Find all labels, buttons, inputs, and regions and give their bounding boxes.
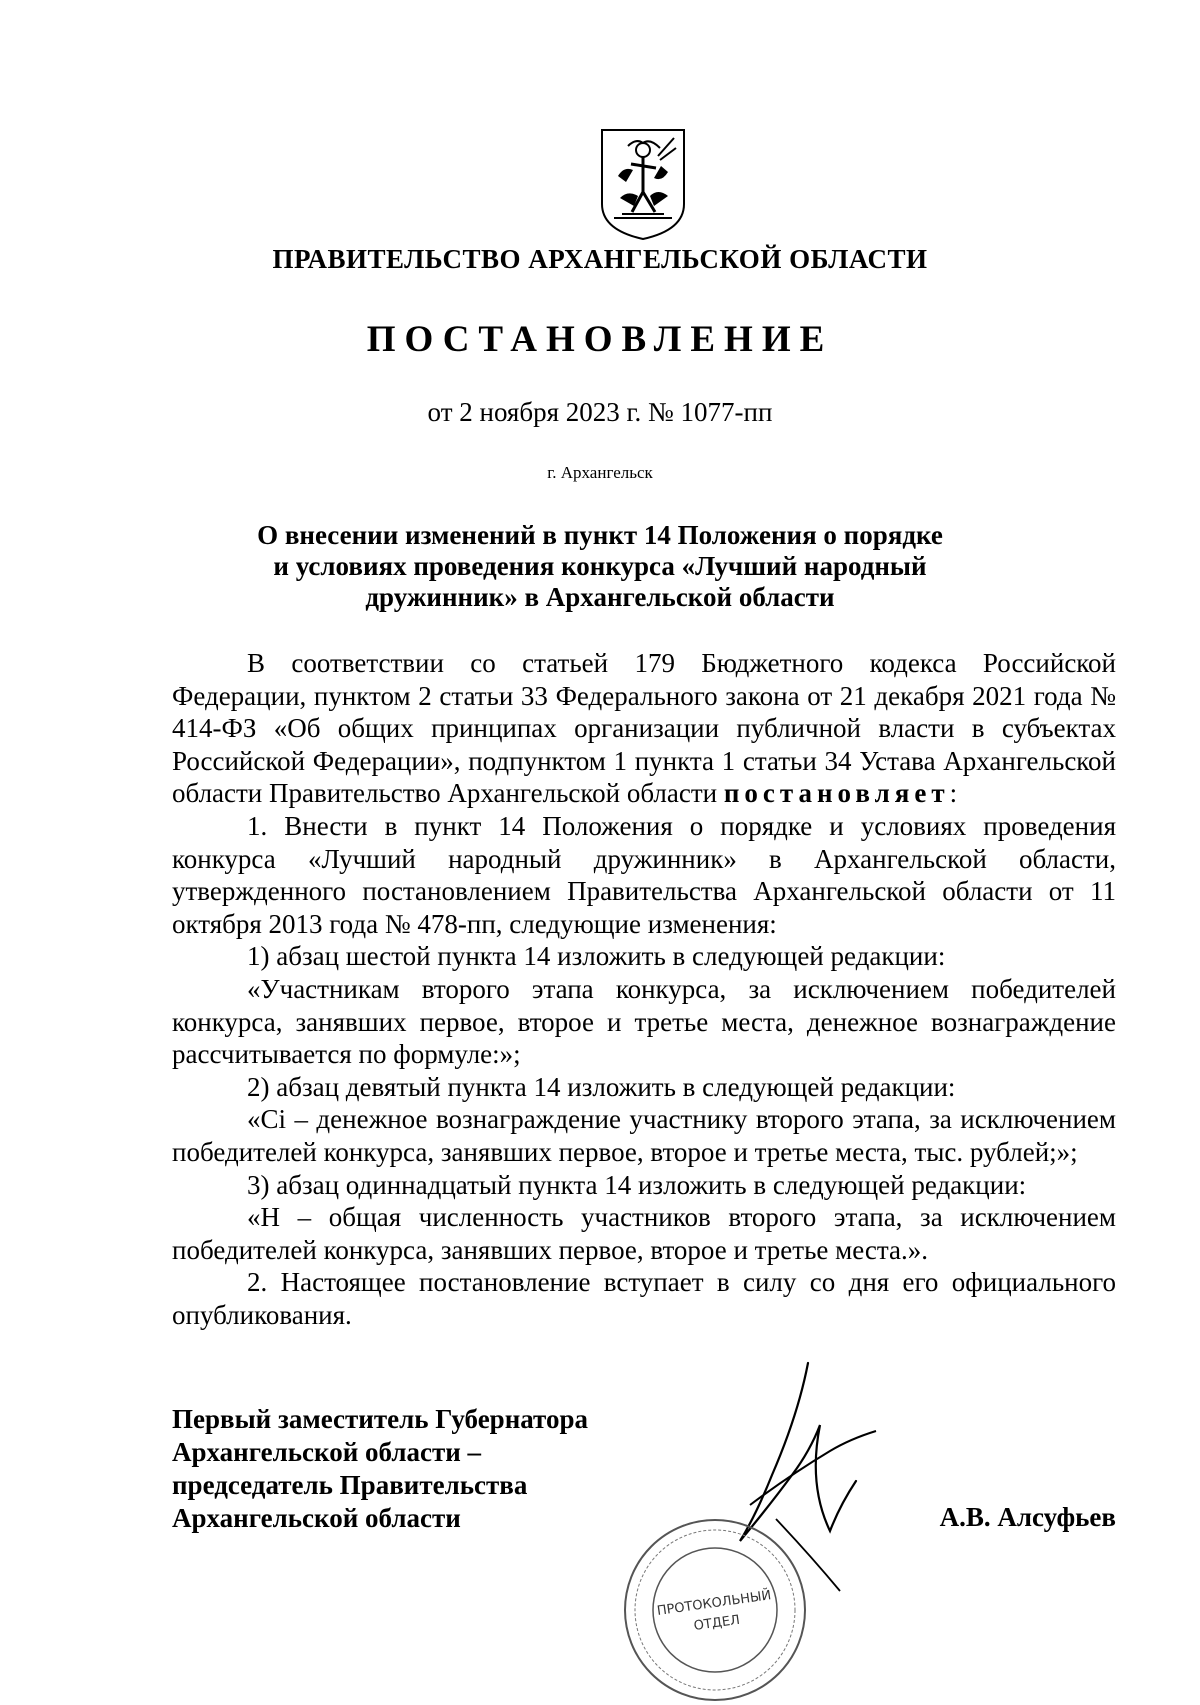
signatory-line: Первый заместитель Губернатора bbox=[172, 1404, 588, 1434]
title-line: дружинник» в Архангельской области bbox=[365, 582, 835, 612]
document-type: ПОСТАНОВЛЕНИЕ bbox=[366, 319, 834, 360]
paragraph-1-item-1-quote: «Участникам второго этапа конкурса, за исключением победителей конкурса, занявших первое, второе и третье места, денежное вознаграждение рассчитывается по формуле:»; bbox=[172, 973, 1116, 1070]
paragraph-2: 2. Настоящее постановление вступает в силу со дня его официального опубликования. bbox=[172, 1267, 1116, 1330]
document-date-number: от 2 ноября 2023 г. № 1077-пп bbox=[427, 397, 773, 427]
signatory-line: председатель Правительства bbox=[172, 1470, 528, 1500]
document-body bbox=[172, 647, 1116, 1331]
paragraph-1-item-3: 3) абзац одиннадцатый пункта 14 изложить в следующей редакции: bbox=[247, 1169, 1027, 1200]
official-stamp bbox=[620, 1515, 810, 1705]
paragraph-1: 1. Внести в пункт 14 Положения о порядке и условиях проведения конкурса «Лучший народный дружинник» в Архангельской области, утвержденного постановлением Правительства Архангельской области от 11 октября 2013 года № 478-пп, следующие изменения: bbox=[172, 810, 1116, 939]
stamp-text: ПРОТОКОЛЬНЫЙ bbox=[656, 1588, 773, 1620]
signatory-line: Архангельской области – bbox=[172, 1437, 482, 1467]
preamble-text: В соответствии со статьей 179 Бюджетного кодекса Российской Федерации, пунктом 2 статьи 33 Федерального закона от 21 декабря 2021 года № 414-ФЗ «Об общих принципах организации публичной власти в субъектах Российской Федерации», подпунктом 1 пункта 1 статьи 34 Устава Архангельской области Правительство Архангельской области bbox=[172, 648, 1116, 809]
decree-word: постановляет bbox=[723, 778, 950, 809]
document-title bbox=[160, 520, 1040, 613]
signatory-position bbox=[172, 1403, 588, 1535]
title-line: и условиях проведения конкурса «Лучший народный bbox=[273, 551, 927, 581]
title-line: О внесении изменений в пункт 14 Положения о порядке bbox=[257, 520, 943, 550]
preamble-paragraph bbox=[172, 647, 1116, 810]
paragraph-1-item-2: 2) абзац девятый пункта 14 изложить в следующей редакции: bbox=[247, 1071, 956, 1102]
paragraph-1-item-3-quote: «Н – общая численность участников второго этапа, за исключением победителей конкурса, занявших первое, второе и третье места.». bbox=[172, 1202, 1116, 1265]
signatory-name: А.В. Алсуфьев bbox=[939, 1502, 1116, 1532]
signatory-line: Архангельской области bbox=[172, 1503, 461, 1533]
decree-colon: : bbox=[949, 778, 958, 809]
paragraph-1-item-1: 1) абзац шестой пункта 14 изложить в следующей редакции: bbox=[247, 941, 946, 972]
coat-of-arms-emblem bbox=[598, 126, 688, 242]
document-city: г. Архангельск bbox=[547, 463, 653, 482]
government-name: ПРАВИТЕЛЬСТВО АРХАНГЕЛЬСКОЙ ОБЛАСТИ bbox=[272, 244, 928, 274]
stamp-text: ОТДЕЛ bbox=[692, 1612, 741, 1635]
paragraph-1-item-2-quote: «Ci – денежное вознаграждение участнику второго этапа, за исключением победителей конкурса, занявших первое, второе и третье места, тыс. рублей;»; bbox=[172, 1104, 1116, 1167]
